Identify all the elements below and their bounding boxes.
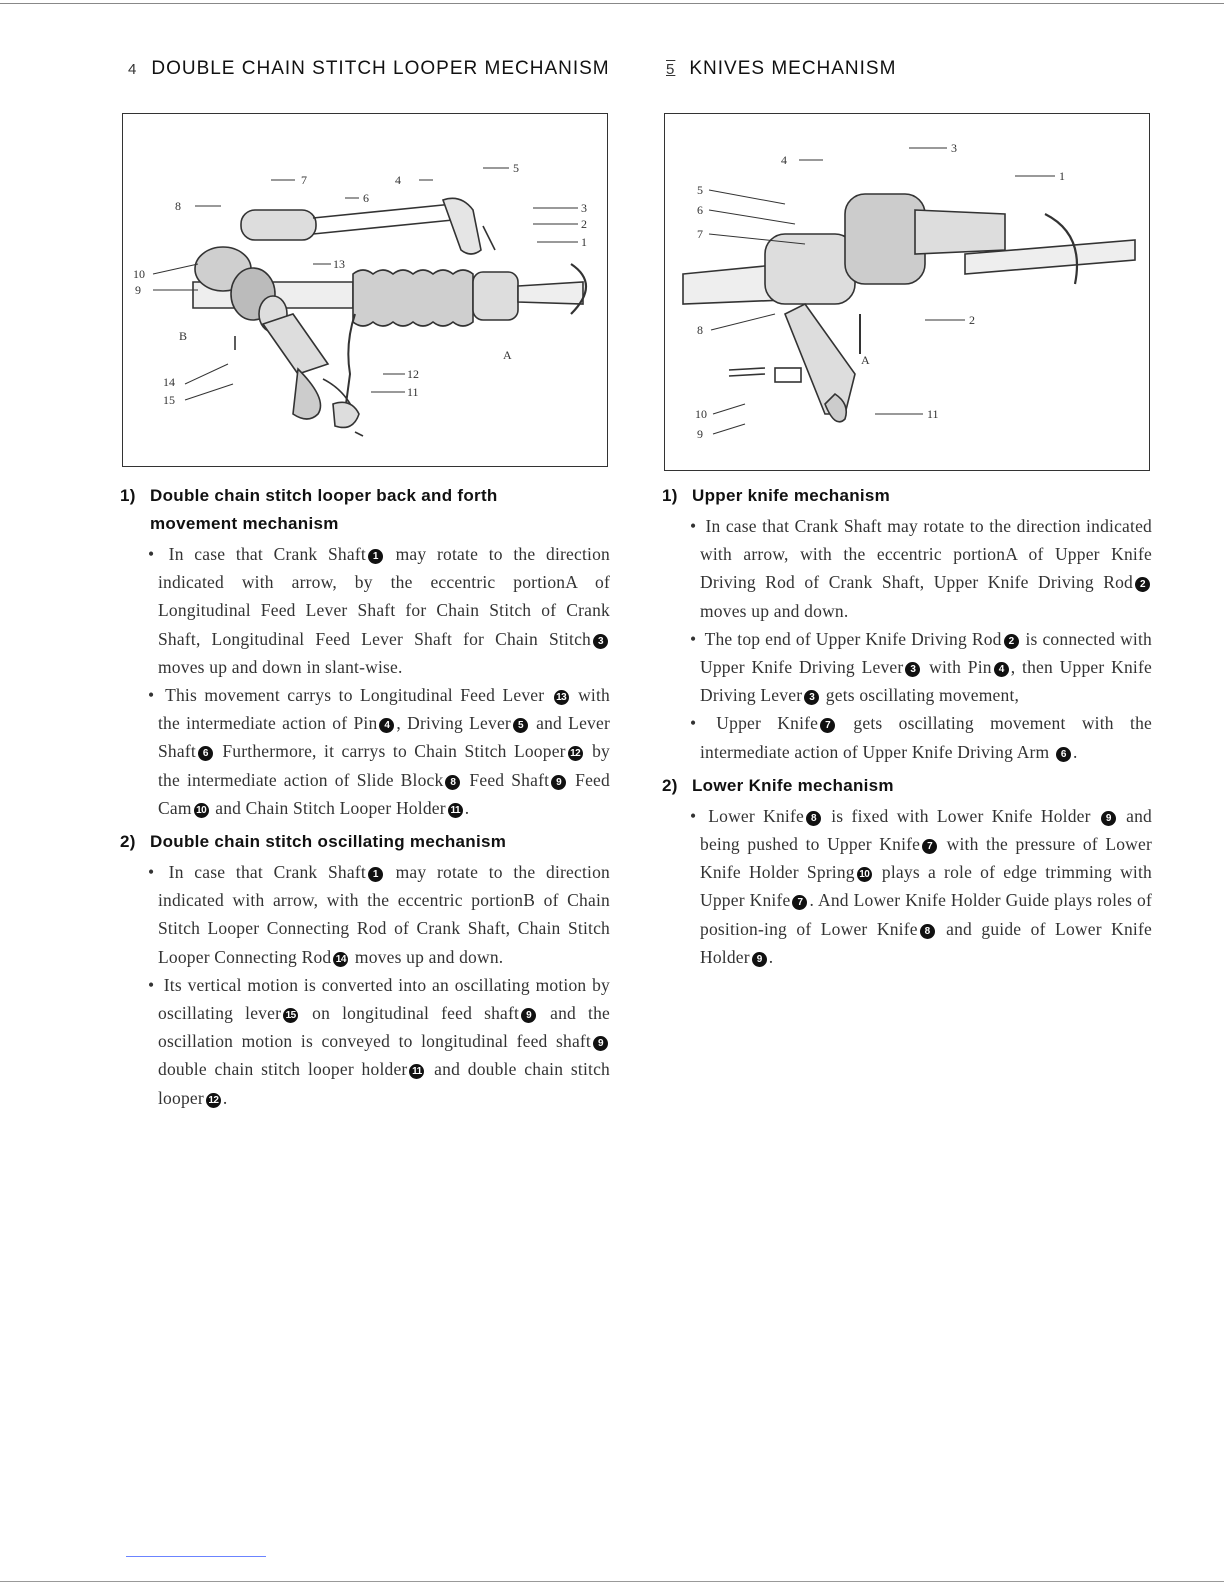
part-number-badge: 11 xyxy=(409,1064,424,1079)
subsection-number: 2) xyxy=(120,832,136,852)
part-number-badge: 11 xyxy=(448,803,463,818)
label-A: A xyxy=(503,348,512,362)
part-number-badge: 3 xyxy=(593,634,608,649)
part-number-badge: 9 xyxy=(1101,811,1116,826)
paragraph: • Lower Knife 8 is fixed with Lower Knife Holder 9 and being pushed to Upper Knife 7 with the pressure of Lower Knife Holder Spring 10 plays a role of edge trimming with Upper Knife 7 . And Lower Knife Holder Guide plays roles of position-ing of Lower Knife 8 and guide of Lower Knife Holder 9 . xyxy=(700,802,1152,971)
subsection-number: 1) xyxy=(662,486,678,505)
part-number-badge: 2 xyxy=(1004,634,1019,649)
label-3: 3 xyxy=(951,141,957,155)
part-number-badge: 3 xyxy=(804,690,819,705)
part-number-badge: 3 xyxy=(905,662,920,677)
looper-mechanism-figure xyxy=(122,113,608,467)
subsection-2-heading xyxy=(662,772,1152,800)
label-11: 11 xyxy=(407,385,419,399)
label-2: 2 xyxy=(581,217,587,231)
label-9: 9 xyxy=(697,427,703,441)
label-4: 4 xyxy=(781,153,787,167)
label-12: 12 xyxy=(407,367,419,381)
label-5: 5 xyxy=(513,161,519,175)
section-title-looper xyxy=(128,58,610,80)
part-number-badge: 14 xyxy=(333,952,348,967)
part-number-badge: 9 xyxy=(551,775,566,790)
subsection-1-heading xyxy=(120,482,610,538)
label-13: 13 xyxy=(333,257,345,271)
label-3: 3 xyxy=(581,201,587,215)
label-15: 15 xyxy=(163,393,175,407)
subsection-title: Double chain stitch looper back and forth xyxy=(150,486,498,505)
part-number-badge: 7 xyxy=(820,718,835,733)
label-B: B xyxy=(179,329,188,343)
label-5: 5 xyxy=(697,183,703,197)
section-title-knives xyxy=(666,58,896,80)
part-number-badge: 9 xyxy=(521,1008,536,1023)
section-number: 5 xyxy=(666,61,676,78)
part-number-badge: 9 xyxy=(752,952,767,967)
part-number-badge: 8 xyxy=(920,924,935,939)
subsection-1-heading xyxy=(662,482,1152,510)
label-4: 4 xyxy=(395,173,401,187)
label-1: 1 xyxy=(581,235,587,249)
paragraph: • In case that Crank Shaft 1 may rotate to the direction indicated with arrow, with the eccentric portionB of Chain Stitch Looper Connecting Rod of Crank Shaft, Chain Stitch Looper Connecting Rod 14 moves up and down. xyxy=(158,858,610,971)
eccentric-mark: B xyxy=(523,890,536,911)
label-10: 10 xyxy=(133,267,145,281)
paragraph: • In case that Crank Shaft 1 may rotate to the direction indicated with arrow, by the eccentric portionA of Longitudinal Feed Lever Shaft for Chain Stitch of Crank Shaft, Longitudinal Feed Lever Shaft for Chain Stitch 3 moves up and down in slant-wise. xyxy=(158,540,610,681)
paragraph: • Upper Knife 7 gets oscillating movement with the intermediate action of Upper Knife Driving Arm 6 . xyxy=(700,709,1152,765)
part-number-badge: 13 xyxy=(554,690,569,705)
label-7: 7 xyxy=(697,227,703,241)
part-number-badge: 5 xyxy=(513,718,528,733)
label-14: 14 xyxy=(163,375,175,389)
paragraph: • This movement carrys to Longitudinal Feed Lever 13 with the intermediate action of Pin 4 , Driving Lever 5 and Lever Shaft 6 Furthermore, it carrys to Chain Stitch Looper 12 by the intermediate action of Slide Block 8 Feed Shaft 9 Feed Cam 10 and Chain Stitch Looper Holder 11 . xyxy=(158,681,610,822)
part-number-badge: 10 xyxy=(857,867,872,882)
part-number-badge: 4 xyxy=(994,662,1009,677)
label-11: 11 xyxy=(927,407,939,421)
label-1: 1 xyxy=(1059,169,1065,183)
label-A: A xyxy=(861,353,870,367)
label-9: 9 xyxy=(135,283,141,297)
section-number: 4 xyxy=(128,61,138,78)
part-number-badge: 1 xyxy=(368,867,383,882)
part-number-badge: 12 xyxy=(568,746,583,761)
label-7: 7 xyxy=(301,173,307,187)
subsection-number: 1) xyxy=(120,486,136,505)
part-number-badge: 6 xyxy=(1056,747,1071,762)
part-number-badge: 1 xyxy=(368,549,383,564)
part-number-badge: 9 xyxy=(593,1036,608,1051)
part-number-badge: 6 xyxy=(198,746,213,761)
paragraph: • The top end of Upper Knife Driving Rod 2 is connected with Upper Knife Driving Lever 3 with Pin 4 , then Upper Knife Driving Lever 3 gets oscillating movement, xyxy=(700,625,1152,710)
subsection-title-line2: movement mechanism xyxy=(150,514,339,533)
part-number-badge: 12 xyxy=(206,1093,221,1108)
part-number-badge: 15 xyxy=(283,1008,298,1023)
part-number-badge: 8 xyxy=(445,775,460,790)
scan-bottom-edge xyxy=(0,1581,1224,1582)
label-2: 2 xyxy=(969,313,975,327)
eccentric-mark: A xyxy=(1005,544,1018,565)
scan-artifact-line xyxy=(126,1556,266,1557)
label-10: 10 xyxy=(695,407,707,421)
eccentric-mark: A xyxy=(565,572,578,593)
part-number-badge: 7 xyxy=(792,895,807,910)
label-8: 8 xyxy=(697,323,703,337)
label-6: 6 xyxy=(363,191,369,205)
subsection-title: Lower Knife mechanism xyxy=(692,775,894,795)
subsection-title: Upper knife mechanism xyxy=(692,486,891,505)
looper-text xyxy=(120,482,610,1112)
part-number-badge: 4 xyxy=(379,718,394,733)
looper-mechanism-drawing xyxy=(123,114,607,466)
part-number-badge: 10 xyxy=(194,803,209,818)
label-8: 8 xyxy=(175,199,181,213)
paragraph: • In case that Crank Shaft may rotate to the direction indicated with arrow, with the eccentric portionA of Upper Knife Driving Rod of Crank Shaft, Upper Knife Driving Rod 2 moves up and down. xyxy=(700,512,1152,625)
paragraph: • Its vertical motion is converted into an oscillating motion by oscillating lever 15 on longitudinal feed shaft 9 and the oscillation motion is conveyed to longitudinal feed shaft 9 double chain stitch looper holder 11 and double chain stitch looper 12 . xyxy=(158,971,610,1112)
subsection-2-heading xyxy=(120,828,610,856)
part-number-badge: 2 xyxy=(1135,577,1150,592)
subsection-number: 2) xyxy=(662,775,678,795)
label-6: 6 xyxy=(697,203,703,217)
part-number-badge: 8 xyxy=(806,811,821,826)
knives-text xyxy=(662,482,1152,971)
subsection-title: Double chain stitch oscillating mechanism xyxy=(150,832,507,852)
knives-mechanism-drawing xyxy=(665,114,1149,470)
scan-top-edge xyxy=(0,3,1224,4)
section-title-text: DOUBLE CHAIN STITCH LOOPER MECHANISM xyxy=(151,58,610,79)
section-title-text: KNIVES MECHANISM xyxy=(689,58,897,79)
part-number-badge: 7 xyxy=(922,839,937,854)
knives-mechanism-figure xyxy=(664,113,1150,471)
